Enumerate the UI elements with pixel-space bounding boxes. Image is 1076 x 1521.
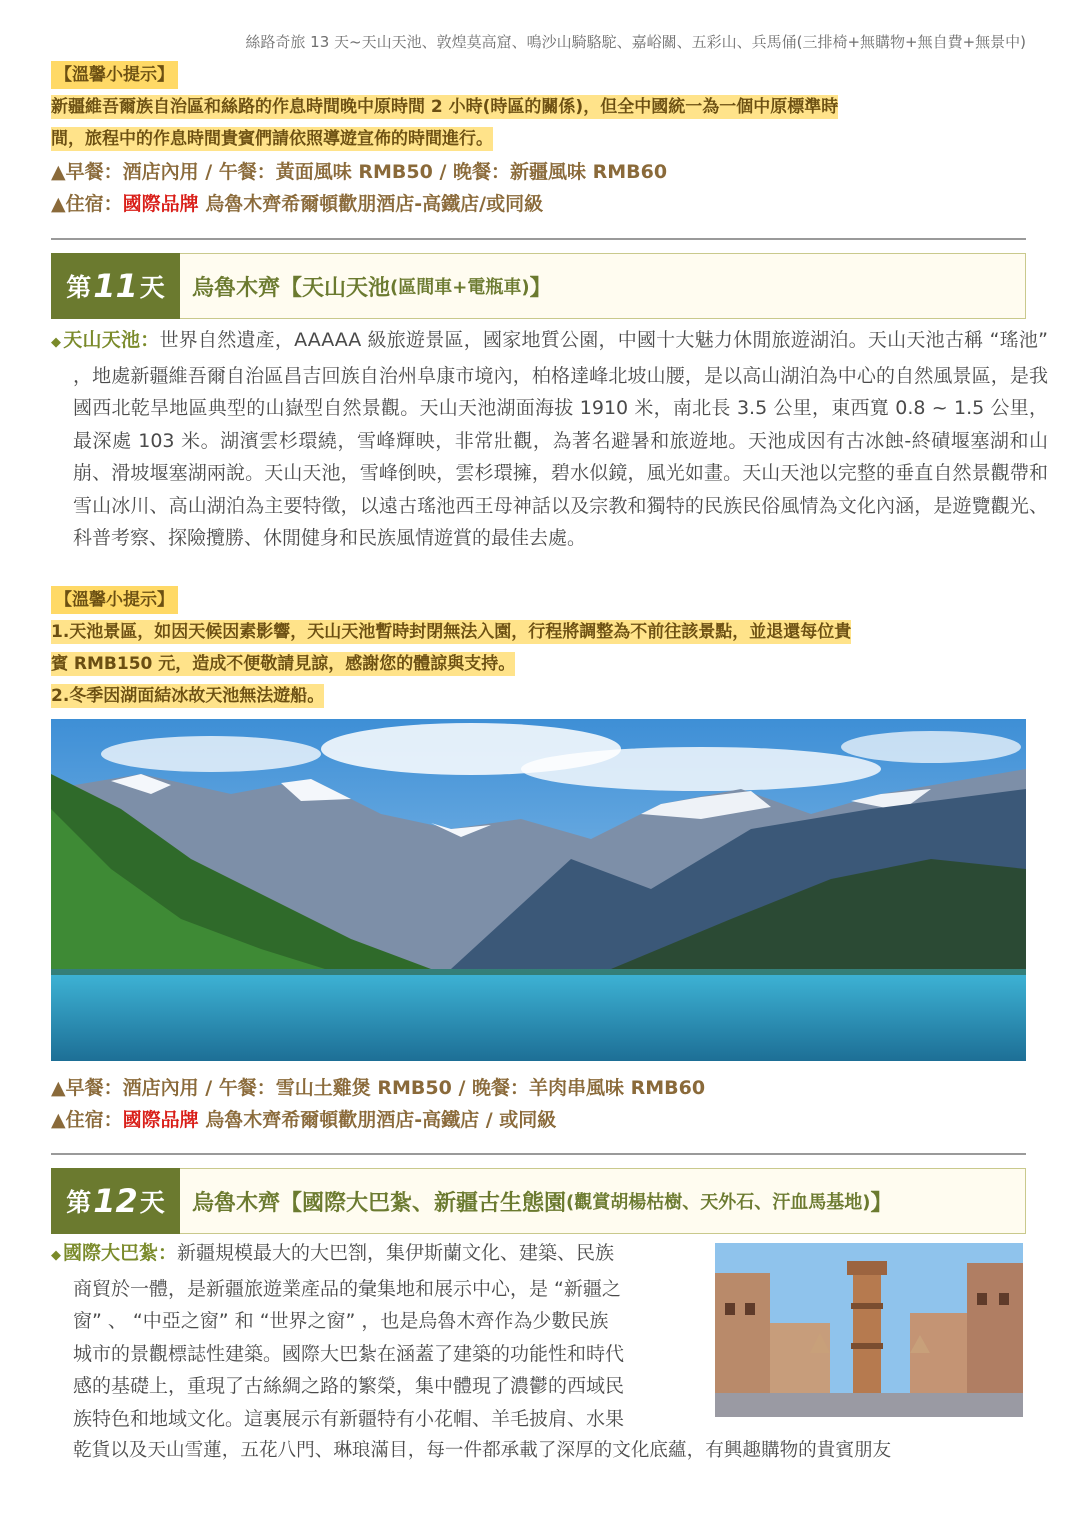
meals-line: ▲早餐：酒店內用 / 午餐：黃面風味 RMB50 / 晚餐：新疆風味 RMB60 xyxy=(51,161,668,183)
meals-line: ▲早餐：酒店內用 / 午餐：雪山土雞煲 RMB50 / 晚餐：羊肉串風味 RMB60 xyxy=(51,1077,706,1099)
attraction-name: 天山天池： xyxy=(63,329,160,351)
diamond-bullet-icon: ◆ xyxy=(51,335,62,350)
divider xyxy=(51,238,1026,240)
stay-line xyxy=(51,1104,1026,1136)
stay-hotel: 烏魯木齊希爾頓歡朋酒店-高鐵店 / 或同級 xyxy=(198,1109,557,1131)
desc-line: 乾貨以及天山雪蓮，五花八門、琳琅滿目，每一件都承載了深厚的文化底蘊，有興趣購物的貴賓朋友 xyxy=(73,1440,892,1461)
day-number: 12 xyxy=(93,1182,138,1220)
day-prefix: 第 xyxy=(66,1188,92,1217)
meals-block-1 xyxy=(51,156,1026,220)
tip-line: 2.冬季因湖面結冰故天池無法遊船。 xyxy=(51,686,325,706)
tip-block-1 xyxy=(51,61,1026,155)
attraction-name: 國際大巴紮： xyxy=(63,1242,178,1264)
day-12-header xyxy=(51,1168,1026,1234)
stay-brand: 國際品牌 xyxy=(122,193,199,215)
stay-line xyxy=(51,188,1026,220)
diamond-bullet-icon: ◆ xyxy=(51,1248,61,1263)
tip-text xyxy=(51,91,1026,155)
day-title-paren: (區間車+電瓶車) xyxy=(390,277,530,298)
desc-line: 窗” 、 “中亞之窗” 和 “世界之窗” ，也是烏魯木齊作為少數民族 xyxy=(73,1310,609,1332)
day-11-description xyxy=(51,324,1048,555)
day-badge xyxy=(51,1168,180,1234)
tip-label: 【溫馨小提示】 xyxy=(51,61,178,89)
attraction-description: 世界自然遺產，AAAAA 級旅遊景區，國家地質公園，中國十大魅力休閒旅遊湖泊。天山天池古稱 “瑤池” ，地處新疆維吾爾自治區昌吉回族自治州阜康市境內，柏格達峰北坡山腰，是以高山湖泊為中心的自然風景區，是我國西北乾旱地區典型的山嶽型自然景觀。天山天池湖面海拔 1910 米，南北長 3.5 公里，東西寬 0.8 ~ 1.5 公里，最深處 103 米。湖濱雲杉環繞，雪峰輝映，非常壯觀，為著名避暑和旅遊地。天池成因有古冰蝕-終磧堰塞湖和山崩、滑坡堰塞湖兩說。天山天池，雪峰倒映，雲杉環擁，碧水似鏡，風光如畫。天山天池以完整的垂直自然景觀帶和雪山冰川、高山湖泊為主要特徵，以遠古瑤池西王母神話以及宗教和獨特的民族民俗風情為文化內涵，是遊覽觀光、科普考察、探險攬勝、休閒健身和民族風情遊賞的最佳去處。 xyxy=(73,329,1048,549)
day-prefix: 第 xyxy=(66,273,92,302)
tip-line: 1.天池景區，如因天候因素影響，天山天池暫時封閉無法入園，行程將調整為不前往該景點，並退還每位貴 xyxy=(51,622,852,642)
tip-line: 間，旅程中的作息時間貴賓們請依照導遊宣佈的時間進行。 xyxy=(51,129,493,149)
tip-label: 【溫馨小提示】 xyxy=(51,586,178,614)
tip-text xyxy=(51,616,1026,712)
tip-line: 賓 RMB150 元，造成不便敬請見諒，感謝您的體諒與支持。 xyxy=(51,654,516,674)
desc-line: 城市的景觀標誌性建築。國際大巴紮在涵蓋了建築的功能性和時代 xyxy=(73,1342,625,1365)
day-badge xyxy=(51,253,180,319)
tianchi-lake-photo xyxy=(51,719,1026,1061)
divider xyxy=(51,1153,1026,1155)
day-title-paren: (觀賞胡楊枯樹、天外石、汗血馬基地) xyxy=(566,1192,871,1213)
day-suffix: 天 xyxy=(139,1188,165,1217)
desc-text: 新疆規模最大的大巴劄，集伊斯蘭文化、建築、民族 xyxy=(177,1242,615,1264)
day-number: 11 xyxy=(93,267,138,305)
meals-block-2 xyxy=(51,1072,1026,1136)
stay-prefix: ▲住宿： xyxy=(51,1109,123,1131)
desc-line: 族特色和地域文化。這裏展示有新疆特有小花帽、羊毛披肩、水果 xyxy=(73,1407,625,1430)
tip-line: 新疆維吾爾族自治區和絲路的作息時間晚中原時間 2 小時(時區的關係)，但全中國統一為一個中原標準時 xyxy=(51,97,839,117)
stay-prefix: ▲住宿： xyxy=(51,193,123,215)
day-title-main: 烏魯木齊【國際大巴紮、新疆古生態園 xyxy=(192,1190,567,1216)
tip-block-2 xyxy=(51,586,1026,712)
grand-bazaar-photo xyxy=(715,1243,1023,1417)
day-title xyxy=(180,253,1026,319)
day-title-main: 烏魯木齊【天山天池 xyxy=(192,275,391,301)
desc-line: 感的基礎上，重現了古絲綢之路的繁榮，集中體現了濃鬱的西域民 xyxy=(73,1375,625,1397)
running-header: 絲路奇旅 13 天~天山天池、敦煌莫高窟、鳴沙山騎駱駝、嘉峪關、五彩山、兵馬俑(三排椅+無購物+無自費+無景中) xyxy=(245,33,1026,51)
day-11-header xyxy=(51,253,1026,319)
stay-hotel: 烏魯木齊希爾頓歡朋酒店-高鐵店/或同級 xyxy=(198,193,544,215)
day-suffix: 天 xyxy=(139,273,165,302)
day-title-end: 】 xyxy=(529,275,552,301)
day-title xyxy=(180,1168,1026,1234)
day-title-end: 】 xyxy=(870,1190,893,1216)
stay-brand: 國際品牌 xyxy=(122,1109,199,1131)
desc-line: 商貿於一體，是新疆旅遊業產品的彙集地和展示中心，是 “新疆之 xyxy=(73,1277,621,1300)
